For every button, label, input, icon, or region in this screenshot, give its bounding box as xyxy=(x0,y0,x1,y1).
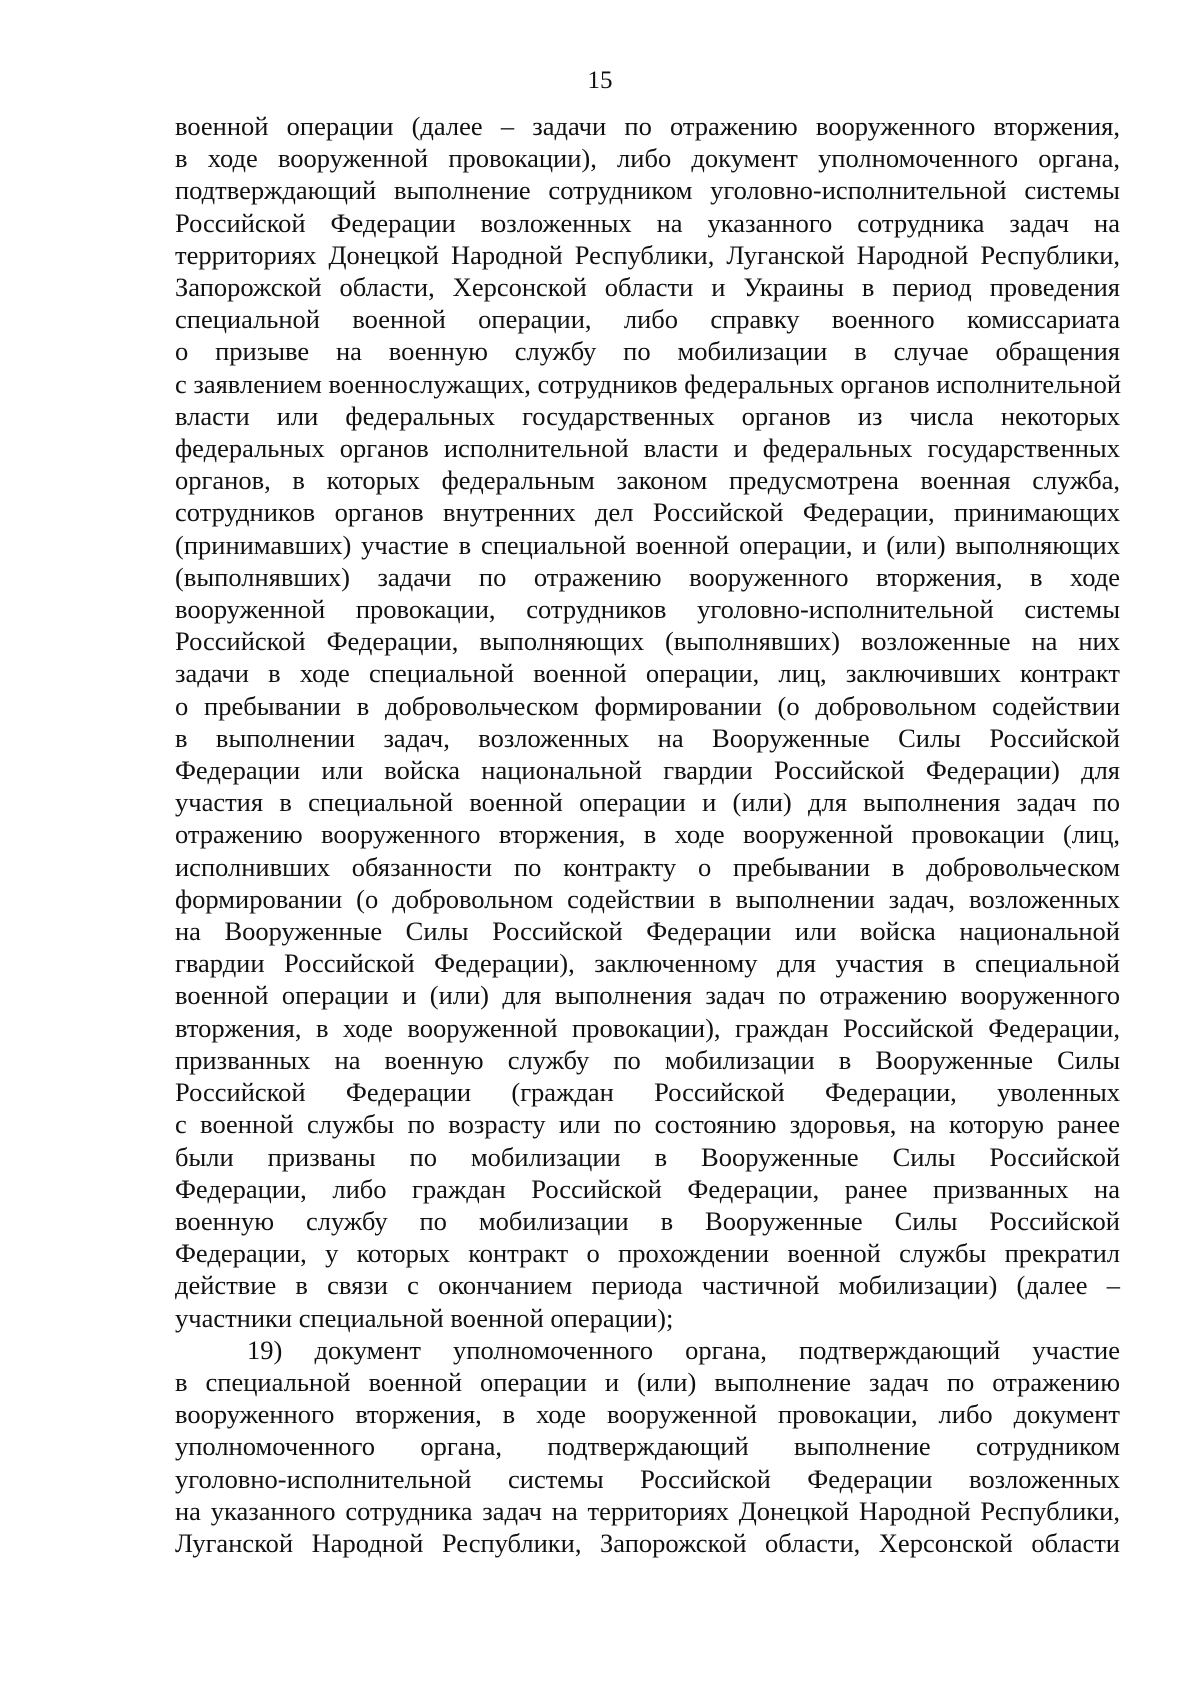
text-line: гвардии Российской Федерации), заключенному для участия в специальной xyxy=(175,948,1120,979)
text-line: вторжения, в ходе вооруженной провокации), граждан Российской Федерации, xyxy=(175,1012,1120,1043)
text-line: в выполнении задач, возложенных на Вооруженные Силы Российской xyxy=(175,722,1120,753)
text-line: вооруженной провокации, сотрудников уголовно-исполнительной системы xyxy=(175,594,1120,625)
text-line: уполномоченного органа, подтверждающий выполнение сотрудником xyxy=(175,1431,1120,1462)
text-line: участники специальной военной операции); xyxy=(175,1302,674,1333)
text-line: были призваны по мобилизации в Вооруженные Силы Российской xyxy=(175,1141,1120,1172)
document-body xyxy=(175,110,1120,1559)
text-line: военную службу по мобилизации в Вооруженные Силы Российской xyxy=(175,1205,1120,1236)
text-line: Запорожской области, Херсонской области и Украины в период проведения xyxy=(175,272,1120,303)
page-number: 15 xyxy=(587,67,613,94)
text-line: с военной службы по возрасту или по состоянию здоровья, на которую ранее xyxy=(175,1109,1120,1140)
text-line: с заявлением военнослужащих, сотрудников федеральных органов исполнительной xyxy=(175,368,1122,399)
text-line: Российской Федерации возложенных на указанного сотрудника задач на xyxy=(175,207,1120,238)
text-line: на Вооруженные Силы Российской Федерации или войска национальной xyxy=(175,916,1120,947)
text-line: специальной военной операции, либо справку военного комиссариата xyxy=(175,304,1120,335)
text-line: в специальной военной операции и (или) выполнение задач по отражению xyxy=(175,1366,1120,1397)
text-line: военной операции и (или) для выполнения задач по отражению вооруженного xyxy=(175,980,1120,1011)
paragraph-19-first-line: 19) документ уполномоченного органа, подтверждающий участие xyxy=(247,1334,1120,1365)
text-line: подтверждающий выполнение сотрудником уголовно-исполнительной системы xyxy=(175,175,1120,206)
text-line: (выполнявших) задачи по отражению вооруженного вторжения, в ходе xyxy=(175,561,1120,592)
text-line: Федерации, либо граждан Российской Федерации, ранее призванных на xyxy=(175,1173,1120,1204)
text-line: власти или федеральных государственных органов из числа некоторых xyxy=(175,400,1120,431)
text-line: федеральных органов исполнительной власти и федеральных государственных xyxy=(175,433,1120,464)
text-line: о пребывании в добровольческом формировании (о добровольном содействии xyxy=(175,690,1120,721)
text-line: уголовно-исполнительной системы Российской Федерации возложенных xyxy=(175,1463,1120,1494)
text-line: о призыве на военную службу по мобилизации в случае обращения xyxy=(175,336,1120,367)
text-line: органов, в которых федеральным законом предусмотрена военная служба, xyxy=(175,465,1120,496)
text-line: вооруженного вторжения, в ходе вооруженной провокации, либо документ xyxy=(175,1399,1120,1430)
text-line: военной операции (далее – задачи по отражению вооруженного вторжения, xyxy=(175,111,1120,141)
text-line: исполнивших обязанности по контракту о пребывании в добровольческом xyxy=(175,851,1120,882)
text-line: (принимавших) участие в специальной военной операции, и (или) выполняющих xyxy=(175,529,1120,560)
text-line: на указанного сотрудника задач на территориях Донецкой Народной Республики, xyxy=(175,1495,1120,1526)
text-line: формировании (о добровольном содействии в выполнении задач, возложенных xyxy=(175,883,1120,914)
text-line: Федерации, у которых контракт о прохождении военной службы прекратил xyxy=(175,1238,1120,1269)
text-line: сотрудников органов внутренних дел Российской Федерации, принимающих xyxy=(175,497,1120,528)
text-line: отражению вооруженного вторжения, в ходе вооруженной провокации (лиц, xyxy=(175,819,1120,850)
text-line: Луганской Народной Республики, Запорожской области, Херсонской области xyxy=(175,1527,1120,1558)
text-line: в ходе вооруженной провокации), либо документ уполномоченного органа, xyxy=(175,143,1120,174)
text-line: территориях Донецкой Народной Республики, Луганской Народной Республики, xyxy=(175,239,1120,270)
text-line: Федерации или войска национальной гвардии Российской Федерации) для xyxy=(175,755,1120,786)
text-line: Российской Федерации (граждан Российской Федерации, уволенных xyxy=(175,1077,1120,1108)
text-line: задачи в ходе специальной военной операции, лиц, заключивших контракт xyxy=(175,658,1120,689)
text-line: Российской Федерации, выполняющих (выполнявших) возложенные на них xyxy=(175,626,1120,657)
text-line: призванных на военную службу по мобилизации в Вооруженные Силы xyxy=(175,1044,1120,1075)
text-line: участия в специальной военной операции и (или) для выполнения задач по xyxy=(175,787,1120,818)
text-line: действие в связи с окончанием периода частичной мобилизации) (далее – xyxy=(175,1270,1120,1301)
